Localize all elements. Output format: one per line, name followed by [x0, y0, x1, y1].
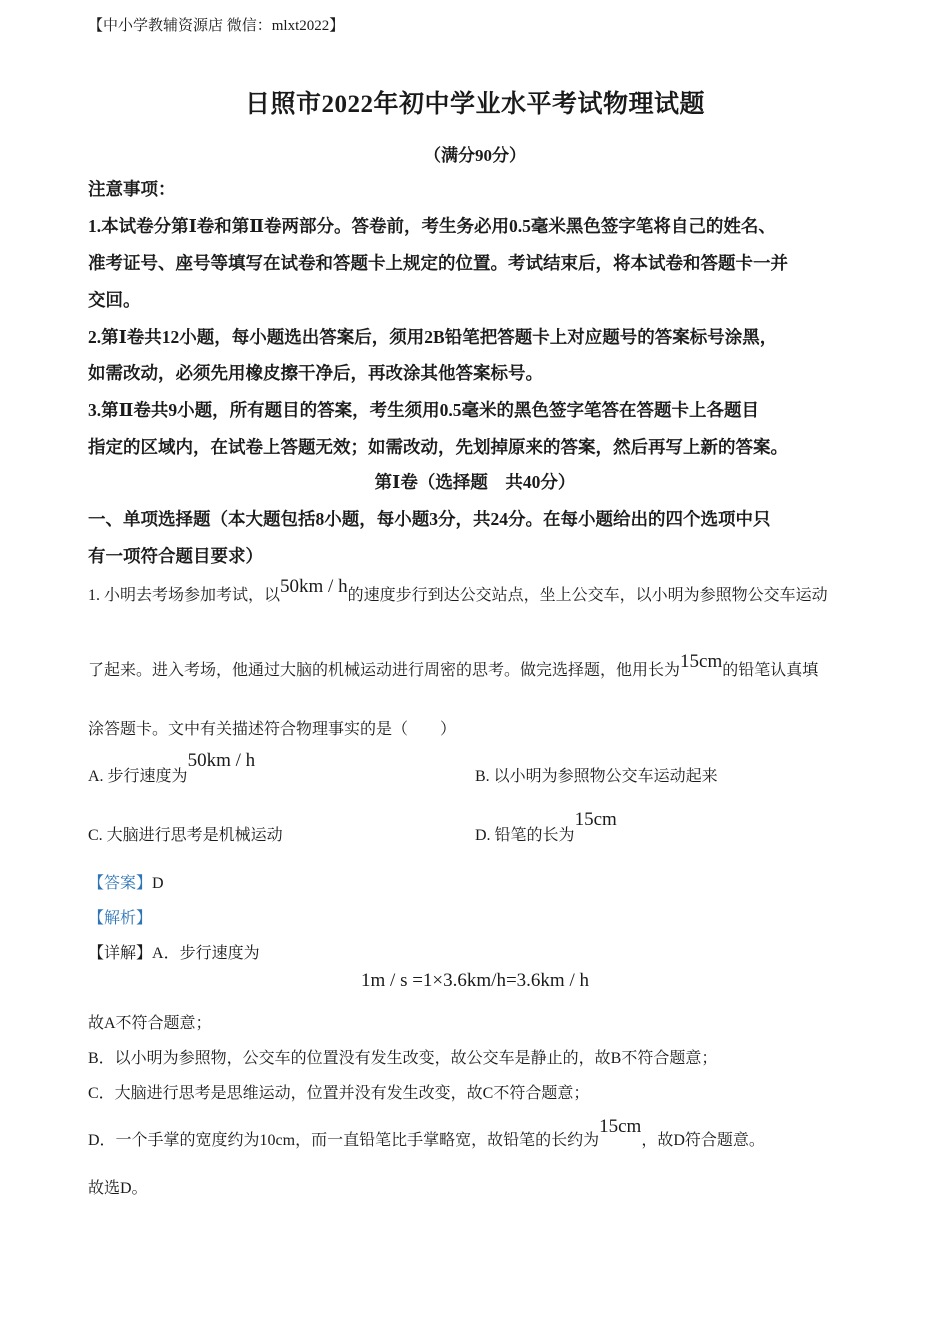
conclusion: 故选D。 [88, 1180, 148, 1197]
question-line [88, 576, 828, 606]
analysis-label: 【解析】 [88, 910, 153, 927]
section-heading: 有一项符合题目要求） [88, 546, 263, 566]
question-text: 1. 小明去考场参加考试，以 [88, 587, 281, 604]
question-line [88, 651, 819, 681]
answer-line [88, 870, 164, 893]
detail-label: 【详解】 [88, 945, 153, 962]
page-title: 日照市2022年初中学业水平考试物理试题 [244, 91, 705, 118]
option-c: C. 大脑进行思考是机械运动 [88, 827, 283, 844]
formula: 1m / s =1×3.6km/h=3.6km / h [361, 970, 589, 991]
question-line: 涂答题卡。文中有关描述符合物理事实的是（ ） [88, 721, 457, 738]
part-title: 第Ⅰ卷（选择题 共40分） [374, 472, 576, 492]
explanation-line: B．以小明为参照物，公交车的位置没有发生改变，故公交车是静止的，故B不符合题意； [88, 1050, 718, 1067]
notes-line: 准考证号、座号等填写在试卷和答题卡上规定的位置。考试结束后，将本试卷和答题卡一并 [88, 253, 788, 273]
notes-line: 2.第Ⅰ卷共12小题，每小题选出答案后，须用2B铅笔把答题卡上对应题号的答案标号涂黑， [88, 327, 778, 347]
option-d: D. 铅笔的长为15cm [475, 809, 617, 844]
page-header: 【中小学教辅资源店 微信：mlxt2022】 [88, 18, 345, 34]
notes-line: 如需改动，必须先用橡皮擦干净后，再改涂其他答案标号。 [88, 363, 543, 383]
section-heading: 一、单项选择题（本大题包括8小题，每小题3分，共24分。在每小题给出的四个选项中只 [88, 509, 771, 529]
option-a: A. 步行速度为50km / h [88, 750, 256, 785]
math-expression: 15cm [574, 809, 617, 830]
notes-line: 交回。 [88, 290, 141, 310]
explanation-line: D．一个手掌的宽度约为10cm，而一直铅笔比手掌略宽，故铅笔的长约为15cm，故D符合题意。 [88, 1116, 765, 1149]
explanation-line: 故A不符合题意； [88, 1015, 212, 1032]
notes-line: 3.第Ⅱ卷共9小题，所有题目的答案，考生须用0.5毫米的黑色签字笔答在答题卡上各题目 [88, 400, 759, 420]
detail-text: A．步行速度为 [152, 945, 260, 962]
option-b: B. 以小明为参照物公交车运动起来 [475, 768, 718, 785]
math-expression: 15cm [680, 651, 723, 672]
answer-label: 【答案】 [88, 875, 153, 892]
question-text: 的速度步行到达公交站点，坐上公交车，以小明为参照物公交车运动 [347, 587, 828, 604]
question-text: 的铅笔认真填 [722, 662, 819, 679]
detail-line [88, 940, 260, 963]
answer-value: D [152, 875, 164, 892]
math-expression: 50km / h [187, 750, 256, 771]
math-expression: 50km / h [280, 576, 348, 597]
notes-line: 指定的区域内，在试卷上答题无效；如需改动，先划掉原来的答案，然后再写上新的答案。 [88, 437, 788, 457]
explanation-line: C．大脑进行思考是思维运动，位置并没有发生改变，故C不符合题意； [88, 1085, 590, 1102]
full-mark: （满分90分） [424, 146, 526, 165]
math-expression: 15cm [599, 1116, 642, 1137]
notes-heading: 注意事项： [88, 179, 176, 199]
question-text: 了起来。进入考场，他通过大脑的机械运动进行周密的思考。做完选择题，他用长为 [88, 662, 681, 679]
notes-line: 1.本试卷分第Ⅰ卷和第Ⅱ卷两部分。答卷前，考生务必用0.5毫米黑色签字笔将自己的姓名、 [88, 216, 776, 236]
